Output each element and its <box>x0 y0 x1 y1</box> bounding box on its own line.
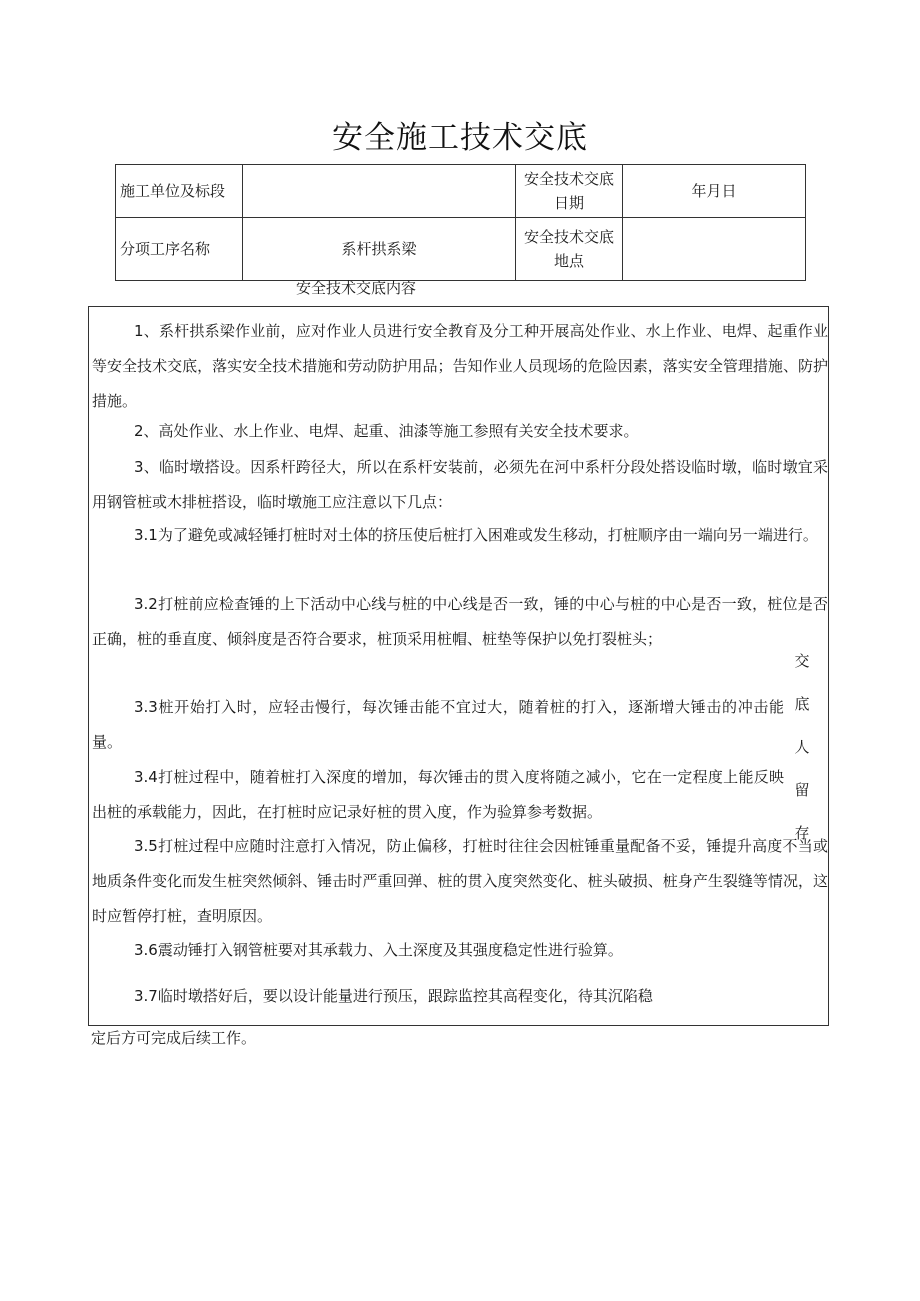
side-char: 底 <box>794 695 810 713</box>
paragraph-2: 2、高处作业、水上作业、电焊、起重、油漆等施工参照有关安全技术要求。 <box>134 422 639 440</box>
paragraph-3: 3、临时墩搭设。因系杆跨径大，所以在系杆安装前，必须先在河中系杆分段处搭设临时墩，临时墩宜采用钢管桩或木排桩搭设，临时墩施工应注意以下几点： <box>92 458 828 511</box>
paragraph-3-1: 3.1为了避免或减轻锤打桩时对土体的挤压使后桩打入困难或发生移动，打桩顺序由一端向另一端进行。 <box>134 526 818 544</box>
place-value <box>623 218 806 281</box>
place-label: 安全技术交底地点 <box>516 218 623 281</box>
info-table <box>115 164 806 281</box>
handover-keep-label <box>790 640 814 855</box>
process-label: 分项工序名称 <box>116 218 243 281</box>
paragraph-3-4: 3.4打桩过程中，随着桩打入深度的增加，每次锤击的贯入度将随之减小，它在一定程度上能反映出桩的承载能力，因此，在打桩时应记录好桩的贯入度，作为验算参考数据。 <box>92 768 784 821</box>
side-char: 人 <box>794 738 810 756</box>
paragraph-3-2: 3.2打桩前应检查锤的上下活动中心线与桩的中心线是否一致，锤的中心与桩的中心是否一致，桩位是否正确，桩的垂直度、倾斜度是否符合要求，桩顶采用桩帽、桩垫等保护以免打裂桩头； <box>92 595 828 648</box>
side-char: 留 <box>794 781 810 799</box>
content-caption: 安全技术交底内容 <box>296 279 417 297</box>
side-char: 存 <box>794 824 810 842</box>
paragraph-1: 1、系杆拱系梁作业前，应对作业人员进行安全教育及分工种开展高处作业、水上作业、电焊、起重作业等安全技术交底，落实安全技术措施和劳动防护用品；告知作业人员现场的危险因素，落实安全管理措施、防护措施。 <box>92 322 828 410</box>
paragraph-3-6: 3.6震动锤打入钢管桩要对其承载力、入土深度及其强度稳定性进行验算。 <box>134 941 623 959</box>
date-label: 安全技术交底日期 <box>516 165 623 218</box>
process-value: 系杆拱系梁 <box>243 218 516 281</box>
paragraph-3-7: 3.7临时墩搭好后，要以设计能量进行预压，跟踪监控其高程变化，待其沉陷稳 <box>134 987 653 1005</box>
unit-label: 施工单位及标段 <box>116 165 243 218</box>
side-char: 交 <box>794 652 810 670</box>
date-value: 年月日 <box>623 165 806 218</box>
paragraph-3-5: 3.5打桩过程中应随时注意打入情况，防止偏移，打桩时往往会因桩锤重量配备不妥，锤提升高度不当或地质条件变化而发生桩突然倾斜、锤击时严重回弹、桩的贯入度突然变化、桩头破损、桩身产生裂缝等情况，这时应暂停打桩，查明原因。 <box>92 837 828 925</box>
unit-value <box>243 165 516 218</box>
paragraph-3-3: 3.3桩开始打入时，应轻击慢行，每次锤击能不宜过大，随着桩的打入，逐渐增大锤击的冲击能量。 <box>92 698 784 751</box>
document-title: 安全施工技术交底 <box>332 120 588 156</box>
tail-text: 定后方可完成后续工作。 <box>91 1029 257 1047</box>
